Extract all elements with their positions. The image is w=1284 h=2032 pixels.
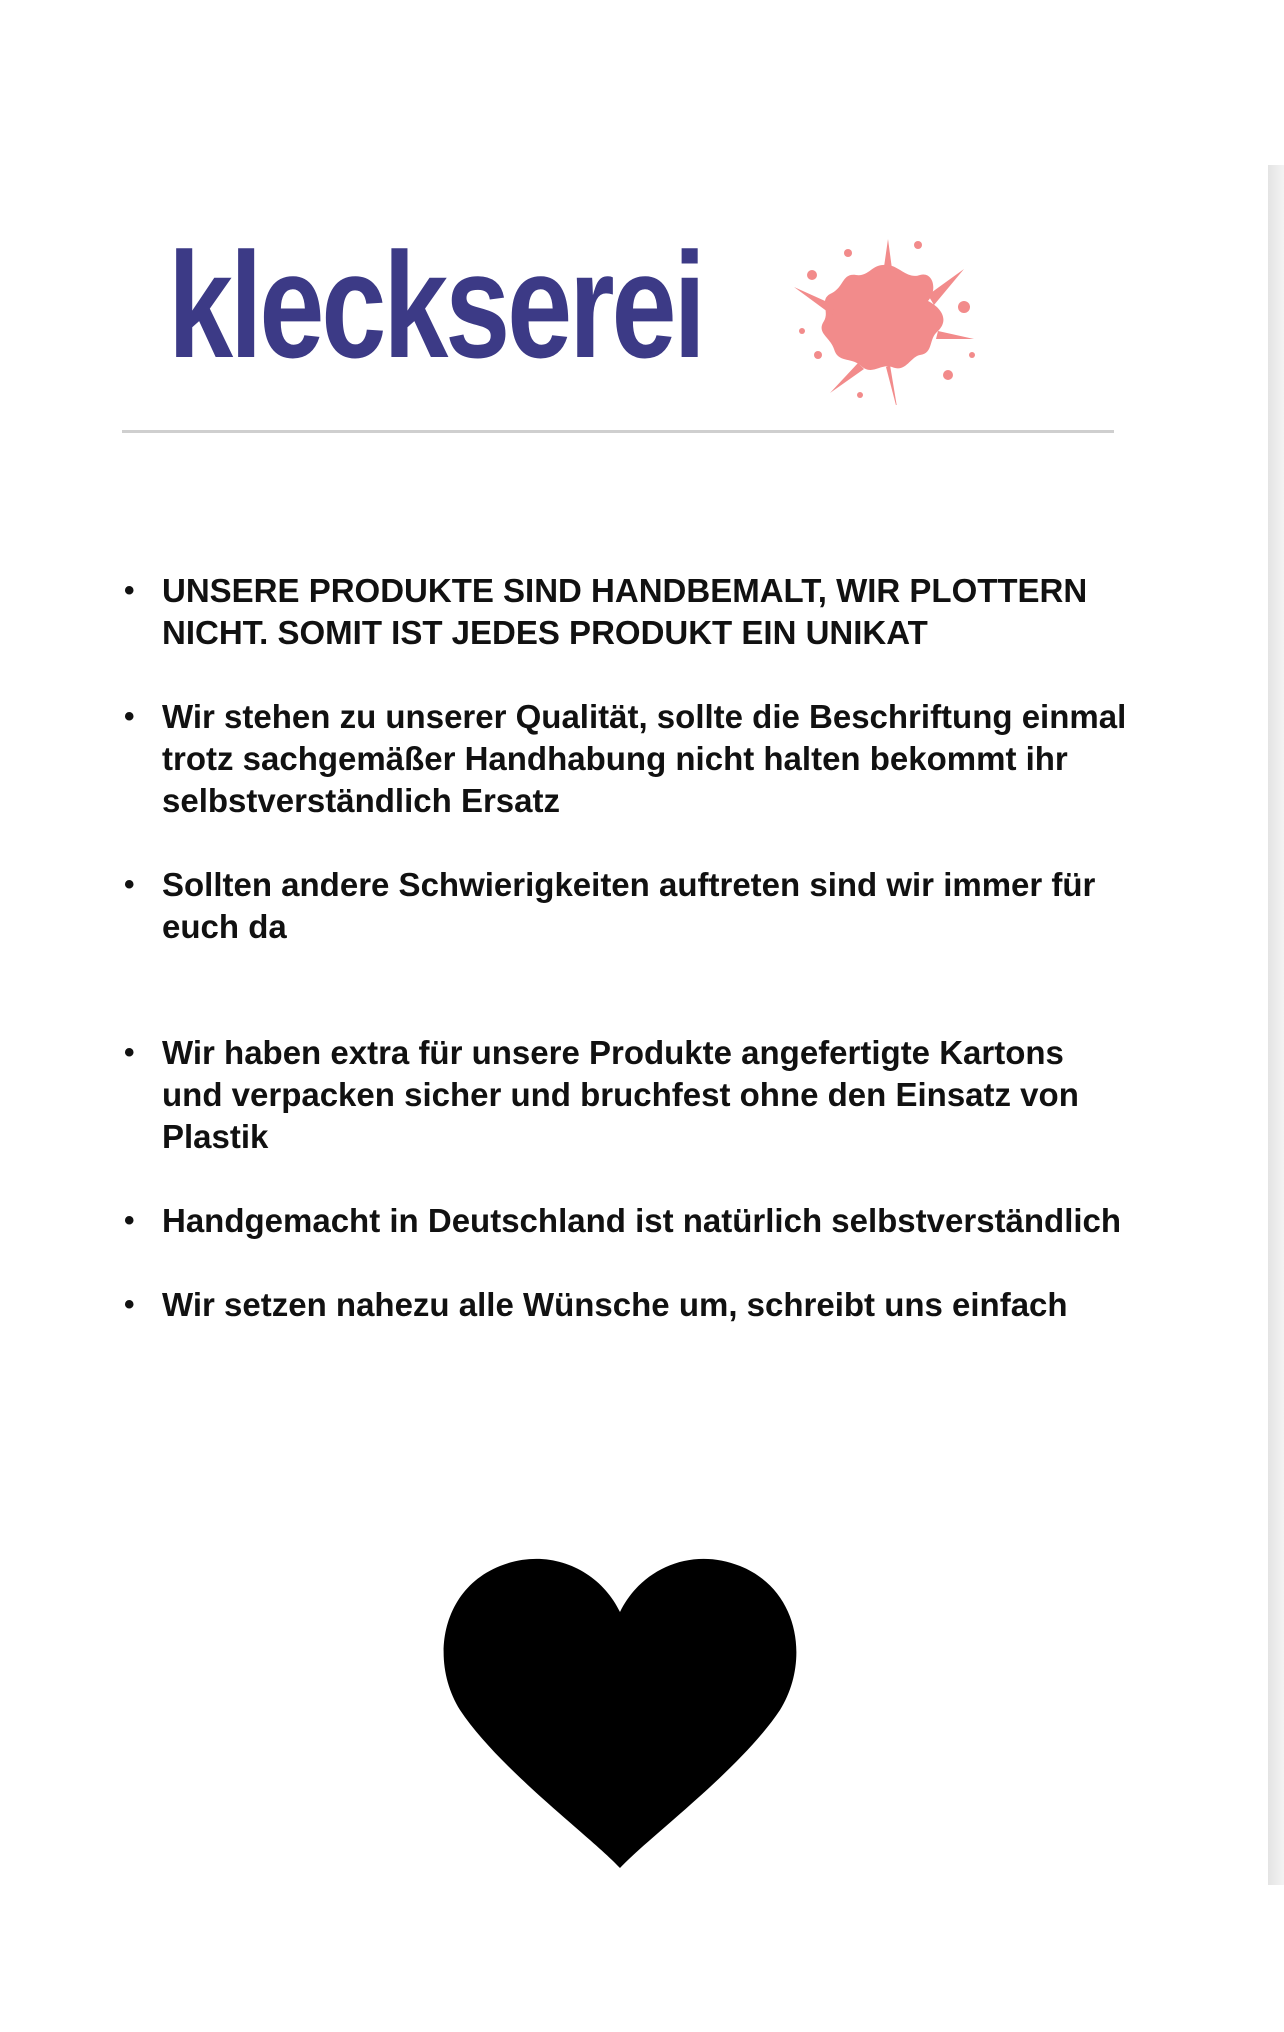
list-item-text: Wir haben extra für unsere Produkte angefertigte Kartons und verpacken sicher und bruchfest ohne den Einsatz von Plastik	[162, 1034, 1079, 1155]
list-item	[120, 1200, 1130, 1242]
feature-list	[120, 570, 1130, 1326]
list-item-text: Wir setzen nahezu alle Wünsche um, schreibt uns einfach	[162, 1286, 1068, 1323]
list-item	[120, 1032, 1130, 1158]
bullet-icon: •	[124, 700, 135, 733]
list-item-text: UNSERE PRODUKTE SIND HANDBEMALT, WIR PLOTTERN NICHT. SOMIT IST JEDES PRODUKT EIN UNIKAT	[162, 572, 1088, 651]
bullet-icon: •	[124, 868, 135, 901]
bullet-icon: •	[124, 1288, 135, 1321]
bullet-icon: •	[124, 1036, 135, 1069]
list-item-text: Wir stehen zu unserer Qualität, sollte die Beschriftung einmal trotz sachgemäßer Handhabung nicht halten bekommt ihr selbstverständlich Ersatz	[162, 698, 1127, 819]
brand-logo-text: kleckserei	[168, 221, 703, 389]
heart-icon	[440, 1550, 800, 1870]
list-item	[120, 864, 1130, 948]
list-item-text: Sollten andere Schwierigkeiten auftreten sind wir immer für euch da	[162, 866, 1096, 945]
bullet-icon: •	[124, 574, 135, 607]
header-divider	[122, 430, 1114, 433]
list-item	[120, 1284, 1130, 1326]
bullet-icon: •	[124, 1204, 135, 1237]
list-item	[120, 696, 1130, 822]
paint-splash-icon	[788, 235, 978, 405]
list-item-text: Handgemacht in Deutschland ist natürlich selbstverständlich	[162, 1202, 1122, 1239]
brand-header	[120, 215, 1120, 415]
list-item	[120, 570, 1130, 654]
page-edge-shadow	[1268, 165, 1284, 1885]
